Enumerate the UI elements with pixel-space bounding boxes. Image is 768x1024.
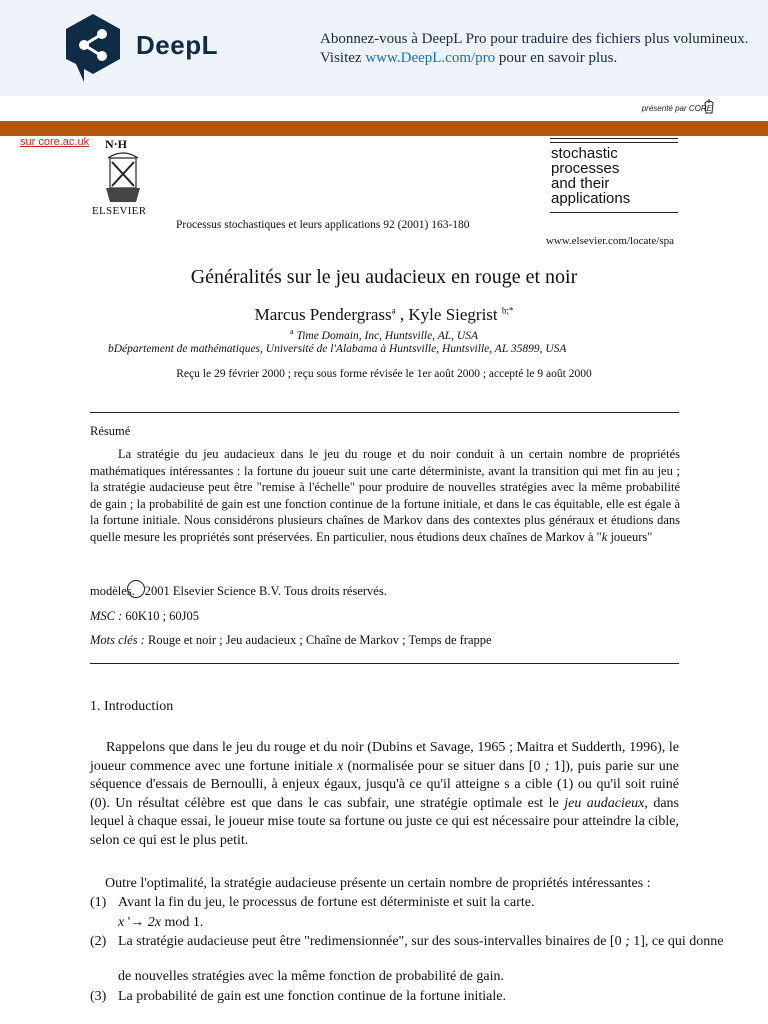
doubling-map-formula	[118, 915, 203, 931]
author-list	[0, 305, 768, 325]
received-dates: Reçu le 29 février 2000 ; reçu sous forme révisée le 1er août 2000 ; accepté le 9 août 2000	[176, 368, 592, 380]
affiliation-text: Time Domain, Inc, Huntsville, AL, USA	[296, 329, 478, 342]
intro-paragraph	[90, 739, 679, 850]
journal-title-line: processes	[551, 160, 620, 177]
author-name: Marcus Pendergrass	[254, 305, 392, 324]
copyright-pre: modèles.	[90, 584, 135, 598]
math-arrow: '→	[124, 915, 148, 930]
journal-logo	[550, 138, 678, 213]
msc-value: 60K10 ; 60J05	[122, 609, 200, 623]
math-mod: mod 1.	[160, 915, 204, 930]
journal-rule	[550, 142, 678, 143]
provided-by-elsevier[interactable]: fourni par Elsevier - Editeur Connecteur	[589, 244, 730, 253]
math-semicolon: ;	[544, 758, 550, 774]
divider	[90, 663, 679, 664]
item-number: (1)	[90, 895, 107, 910]
journal-title-line: applications	[551, 190, 631, 207]
abstract-var-k: k	[601, 529, 608, 544]
item-text: La probabilité de gain est une fonction continue de la fortune initiale.	[118, 989, 506, 1004]
property-item-1	[90, 895, 535, 911]
promo-text-post: pour en savoir plus.	[495, 50, 618, 66]
journal-citation: Processus stochastiques et leurs applications 92 (2001) 163-180	[176, 219, 470, 231]
property-item-2-continuation: de nouvelles stratégies avec la même fonction de probabilité de gain.	[118, 969, 505, 984]
affiliation-a	[0, 327, 768, 342]
north-holland-mark: N·H	[105, 137, 128, 151]
item-number: (3)	[90, 989, 107, 1004]
deepl-promo-text	[320, 30, 749, 68]
affiliation-b: bDépartement de mathématiques, Université de l'Alabama à Huntsville, Huntsville, AL 35899, USA	[108, 343, 567, 355]
copyright-text: 2001 Elsevier Science B.V. Tous droits réservés.	[144, 584, 387, 598]
presented-by-core[interactable]: présenté par CORE	[641, 104, 712, 113]
author-affiliation-mark: a	[391, 305, 396, 316]
abstract-heading: Résumé	[90, 424, 131, 438]
item-number: (2)	[90, 934, 107, 949]
author-separator: ,	[395, 305, 409, 324]
bold-play-term: jeu audacieux	[564, 795, 645, 811]
journal-rule	[550, 138, 678, 139]
divider	[90, 412, 679, 413]
item-text: 1], ce qui donne	[629, 934, 724, 949]
affiliation-mark: a	[290, 327, 294, 336]
math-var-x: x	[336, 758, 344, 774]
item-text: La stratégie audacieuse peut être "redimensionnée", sur des sous-intervalles binaires de [0	[118, 934, 626, 949]
core-ac-uk-link[interactable]: sur core.ac.uk	[20, 136, 90, 148]
journal-title-line: and their	[551, 175, 610, 192]
elsevier-wordmark: ELSEVIER	[92, 205, 147, 217]
deepl-wordmark[interactable]: DeepL	[136, 30, 218, 60]
copyright-circle-icon	[127, 580, 145, 598]
copyright-line	[90, 580, 387, 599]
section-heading-introduction: 1. Introduction	[90, 699, 174, 714]
property-item-2	[90, 934, 723, 950]
abstract-body-end: joueurs"	[607, 529, 653, 544]
abstract-text	[90, 446, 680, 545]
math-2x: 2x	[147, 915, 161, 930]
msc-codes	[90, 609, 199, 624]
math-semicolon: ;	[625, 934, 630, 949]
keywords-value: Rouge et noir ; Jeu audacieux ; Chaîne de Markov ; Temps de frappe	[144, 633, 492, 647]
properties-intro: Outre l'optimalité, la stratégie audacieuse présente un certain nombre de propriétés intéressantes :	[105, 876, 651, 891]
journal-url[interactable]: www.elsevier.com/locate/spa	[545, 235, 674, 247]
author-affiliation-mark: b;*	[501, 305, 514, 316]
journal-title-line: stochastic	[551, 145, 618, 162]
intro-text: , dans lequel à chaque essai, le joueur mise toute sa fortune ou juste ce qui est nécessaire pour atteindre la cible, selon ce qui est le plus petit.	[90, 795, 679, 848]
keywords-label: Mots clés :	[90, 633, 145, 647]
item-text: Avant la fin du jeu, le processus de fortune est déterministe et suit la carte.	[118, 895, 535, 910]
msc-label: MSC :	[90, 609, 123, 623]
math-var-x: x	[118, 915, 125, 930]
abstract-body: La stratégie du jeu audacieux dans le jeu du rouge et du noir conduit à un certain nombre de propriétés mathématiques intéressantes : la fortune du joueur suit une carte déterministe, avant la transition qui met fin au jeu ; la stratégie audacieuse peut être "remise à l'échelle" pour produire de nouvelles stratégies avec la même probabilité de gain ; la probabilité de gain est une fonction continue de la fortune initiale, et dans le cas équitable, elle est égale à la fortune initiale. Nous considérons plusieurs chaînes de Markov dans des contextes plus généraux et étudions dans quelle mesure les propriétés sont préservées. En particulier, nous étudions deux chaînes de Markov à "	[90, 447, 680, 544]
property-item-3	[90, 989, 506, 1005]
deepl-logo-icon[interactable]	[62, 12, 124, 84]
journal-title	[551, 146, 630, 206]
journal-rule	[550, 212, 678, 213]
core-logo-icon[interactable]	[702, 97, 716, 115]
intro-text: 1]), puis parie sur une séquence d'essais de Bernoulli, à enjeux égaux, jusqu'à ce qu'il atteigne s a cible (1) ou qu'il soit ruiné (0). Un résultat célèbre est que dans le cas subfair, une stratégie optimale est le	[90, 758, 680, 811]
intro-text: Rappelons que dans le jeu du rouge et du noir (Dubins et Savage, 1965 ; Maitra et Sudderth, 1996), le joueur commence avec une fortune initiale	[90, 740, 679, 774]
promo-line-2	[320, 49, 749, 68]
promo-line-1: Abonnez-vous à DeepL Pro pour traduire des fichiers plus volumineux.	[320, 31, 749, 47]
deepl-pro-link[interactable]: www.DeepL.com/pro	[365, 50, 496, 66]
deepl-banner	[0, 0, 768, 96]
author-name: Kyle Siegrist	[408, 305, 498, 324]
promo-text-pre: Visitez	[320, 50, 366, 66]
keywords	[90, 633, 492, 648]
article-title: Généralités sur le jeu audacieux en rouge et noir	[190, 266, 578, 288]
intro-text: (normalisée pour se situer dans [0	[343, 758, 545, 774]
